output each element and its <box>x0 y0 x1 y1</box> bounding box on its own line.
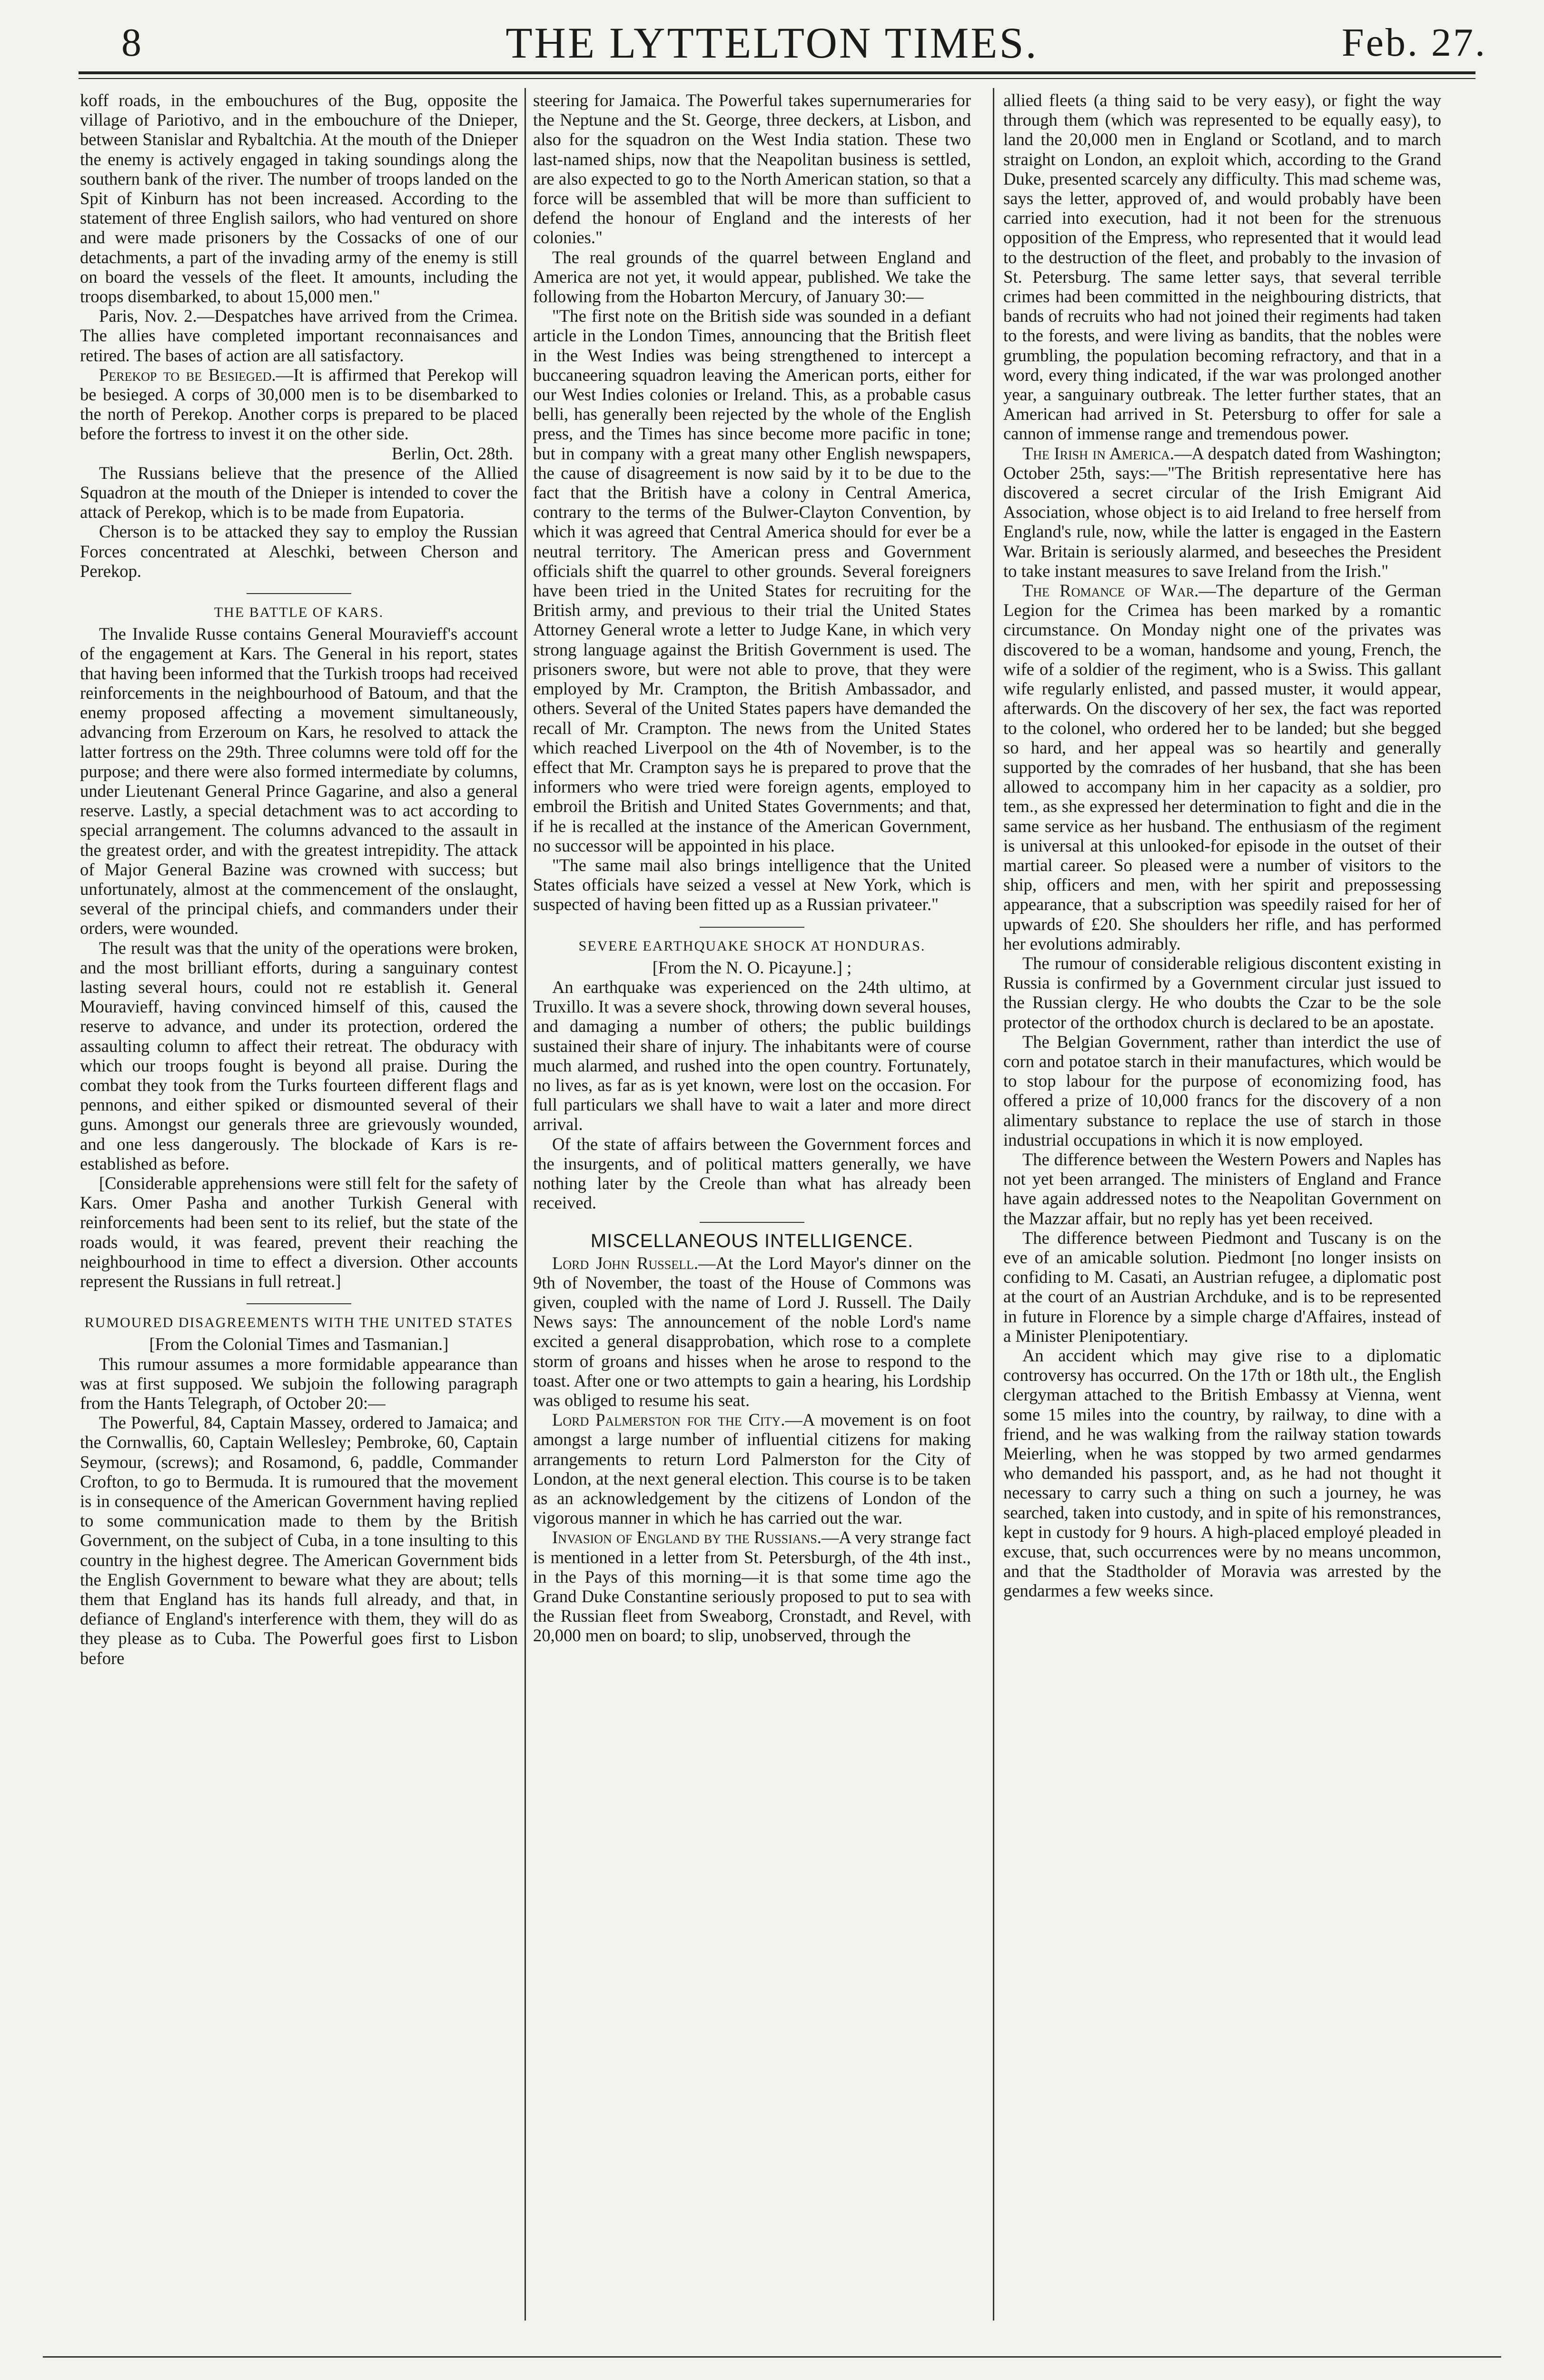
paragraph-lead: Perekop to be Besieged. <box>99 365 276 385</box>
section-heading: MISCELLANEOUS INTELLIGENCE. <box>533 1222 971 1251</box>
paragraph-text: —A movement is on foot amongst a large number of influential citizens for making arrangements to return Lord Palmerston for the City of London, at the next general election. This course is to be taken as an acknowledgement by the citizens of London of the vigorous manner in which he has carried out the war. <box>533 1410 971 1528</box>
paragraph-text: —The departure of the German Legion for the Crimea has been marked by a romantic circumstance. On Monday night one of the privates was discovered to be a woman, handsome and young, French, the wife of a soldier of the regiment, who is a Swiss. This gallant wife regularly enlisted, and passed muster, it would appear, afterwards. On the discovery of her sex, the fact was reported to the colonel, who ordered her to be landed; but she begged so hard, and her appeal was so heartily and generally supported by the comrades of her husband, that she has been allowed to accompany him in her capacity as a soldier, pro tem., as she expressed her determination to fight and die in the same service as her husband. The enthusiasm of the regiment is universal at this unlooked-for episode in the outset of their martial career. So pleased were a number of visitors to the ship, officers and men, with her spirit and prepossessing appearance, that a subscription was speedily raised for her of upwards of £20. She shoulders her rifle, and has performed her evolutions admirably. <box>1003 581 1441 953</box>
issue-date: Feb. 27. <box>1342 20 1487 65</box>
article-paragraph: Paris, Nov. 2.—Despatches have arrived from the Crimea. The allies have completed important reconnaisances and retired. The bases of action are all satisfactory. <box>80 306 518 365</box>
source-line: [From the Colonial Times and Tasmanian.] <box>149 1334 449 1354</box>
newspaper-title: THE LYTTELTON TIMES. <box>505 19 1039 67</box>
article-paragraph <box>533 1253 971 1410</box>
source-line: [From the N. O. Picayune.] ; <box>652 957 852 977</box>
article-paragraph: The Belgian Government, rather than interdict the use of corn and potatoe starch in their manufactures, which would be to stop labour for the purpose of economizing food, has offered a prize of 10,000 francs for the discovery of a non alimentary substance to replace the use of starch in those industrial occupations in which it is now employed. <box>1003 1031 1441 1150</box>
article-paragraph <box>80 365 518 444</box>
article-paragraph: "The first note on the British side was sounded in a defiant article in the London Times, announcing that the British fleet in the West Indies was being strengthened to intercept a buccaneering squadron leaving the American ports, either for our West Indies colonies or Ireland. This, as a probable casus belli, has generally been rejected by the whole of the English press, and the Times has since become more pacific in tone; but in company with a great many other English newspapers, the cause of disagreement is now said by it to be due to the fact that the British have a colony in Central America, contrary to the terms of the Bulwer-Clayton Convention, by which it was agreed that Central America should for ever be a neutral territory. The American press and Government officials shift the quarrel to other grounds. Several foreigners have been tried in the United States for recruiting for the British army, and previous to their trial the United States Attorney General wrote a letter to Judge Kane, in which very strong language against the British Government is used. The prisoners swore, but were not able to prove, that they were employed by Mr. Crampton, the British Ambassador, and others. Several of the United States papers have demanded the recall of Mr. Crampton. The news from the United States which reached Liverpool on the 4th of November, is to the effect that Mr. Crampton says he is prepared to prove that the informers who were tried were foreign agents, employed to embroil the British and United States Governments; and that, if he is recalled at the instance of the American Government, no successor will be appointed in his place. <box>533 306 971 855</box>
article-paragraph: The result was that the unity of the operations were broken, and the most brilliant efforts, during a sanguinary contest lasting several hours, could not re establish it. General Mouravieff, having convinced himself of this, caused the reserve to advance, and under its protection, ordered the assaulting column to affect their retreat. The obduracy with which our troops fought is beyond all praise. During the combat they took from the Turks fourteen different flags and pennons, and either spiked or dismounted several of their guns. Amongst our generals three are grievously wounded, and one less dangerously. The blockade of Kars is re-established as before. <box>80 938 518 1173</box>
article-paragraph: [Considerable apprehensions were still felt for the safety of Kars. Omer Pasha and another Turkish General with reinforcements had been sent to its relief, but the state of the roads would, it was feared, prevent their reaching the neighbourhood in time to effect a diversion. Other accounts represent the Russians in full retreat.] <box>80 1173 518 1291</box>
paragraph-lead: The Irish in America. <box>1022 443 1175 463</box>
article-paragraph: "The same mail also brings intelligence that the United States officials have seized a vessel at New York, which is suspected of having been fitted up as a Russian privateer." <box>533 855 971 914</box>
article-paragraph: The Powerful, 84, Captain Massey, ordered to Jamaica; and the Cornwallis, 60, Captain Wellesley; Pembroke, 60, Captain Seymour, (screws); and Rosamond, 6, paddle, Commander Crofton, to go to Bermuda. It is rumoured that the movement is in consequence of the American Government having replied to some communication made to them by the British Government, on the subject of Cuba, in a tone insulting to this country in the highest degree. The American Government bids the English Government to beware what they are about; tells them that England has its hands full already, and that, in defiance of England's interference with them, they will do as they please as to Cuba. The Powerful goes first to Lisbon before <box>80 1413 518 1668</box>
article-paragraph: koff roads, in the embouchures of the Bug, opposite the village of Pariotivo, and in the embouchure of the Dnieper, between Stanislar and Rybaltchia. At the mouth of the Dnieper the enemy is actively engaged in taking soundings along the southern bank of the river. The number of troops landed on the Spit of Kinburn has not been increased. According to the statement of three English sailors, who had ventured on shore and were made prisoners by the Cossacks of one of our detachments, a part of the invading army of the enemy is still on board the vessels of the fleet. It amounts, including the troops disembarked, to about 15,000 men." <box>80 90 518 307</box>
article-paragraph: allied fleets (a thing said to be very easy), or fight the way through them (which was represented to be equally easy), to land the 20,000 men in England or Scotland, and to march straight on London, an exploit which, according to the Grand Duke, presented scarcely any difficulty. This mad scheme was, says the letter, approved of, and would probably have been carried into execution, had it not been for the strenuous opposition of the Empress, who represented that it would lead to the destruction of the fleet, and probably to the invasion of St. Petersburg. The same letter says, that several terrible crimes had been committed in the neighbouring districts, that bands of recruits who had not joined their regiments had taken to the forests, and were living as bandits, that the nobles were grumbling, the population becoming refractory, and that in a word, every thing indicated, if the war was prolonged another year, a sanguinary outbreak. The letter further states, that an American had arrived in St. Petersburg to offer for sale a cannon of immense range and tremendous power. <box>1003 90 1441 444</box>
column-divider <box>993 88 994 2320</box>
footer-rule <box>43 2356 1501 2358</box>
paragraph-text: —It is affirmed that Perekop will be besieged. A corps of 30,000 men is to be disembarked to the north of Perekop. Another corps is prepared to be placed before the fortress to invest it on the other side. <box>80 365 518 444</box>
article-paragraph: steering for Jamaica. The Powerful takes supernumeraries for the Neptune and the St. George, three deckers, at Lisbon, and also for the squadron on the West India station. These two last-named ships, now that the Neapolitan business is settled, are also expected to go to the North American station, so that a force will be assembled that will be more than sufficient to defend the honour of England and the interests of her colonies." <box>533 90 971 248</box>
masthead-rule <box>79 71 1475 74</box>
paragraph-text: —A very strange fact is mentioned in a letter from St. Petersburgh, of the 4th inst., in the Pays of this morning—it is that some time ago the Grand Duke Constantine seriously proposed to put to sea with the Russian fleet from Sweaborg, Cronstadt, and Revel, with 20,000 men on board; to slip, unobserved, through the <box>533 1527 971 1646</box>
article-paragraph <box>533 1410 971 1527</box>
column-divider <box>525 88 526 2320</box>
dateline: Berlin, Oct. 28th. <box>392 443 513 463</box>
paragraph-lead: The Romance of War. <box>1022 581 1199 601</box>
article-paragraph: Cherson is to be attacked they say to employ the Russian Forces concentrated at Aleschki, between Cherson and Perekop. <box>80 522 518 581</box>
article-paragraph: An earthquake was experienced on the 24th ultimo, at Truxillo. It was a severe shock, throwing down several houses, and damaging a number of others; the public buildings sustained their share of injury. The inhabitants were of course much alarmed, and rushed into the open country. Fortunately, no lives, as far as is yet known, were lost on the occasion. For full particulars we shall have to wait a later and more direct arrival. <box>533 977 971 1134</box>
paragraph-text: —At the Lord Mayor's dinner on the 9th of November, the toast of the House of Commons was given, coupled with the name of Lord J. Russell. The Daily News says: The announcement of the noble Lord's name excited a general disapprobation, which rose to a complete storm of groans and hisses when he arose to respond to the toast. After one or two attempts to gain a hearing, his Lordship was obliged to resume his seat. <box>533 1253 971 1410</box>
section-heading: SEVERE EARTHQUAKE SHOCK AT HONDURAS. <box>533 927 971 956</box>
masthead <box>43 14 1501 86</box>
paragraph-lead: Lord Palmerston for the City. <box>552 1410 785 1430</box>
article-paragraph: Of the state of affairs between the Government forces and the insurgents, and of political matters generally, we have nothing later by the Creole than what has already been received. <box>533 1134 971 1213</box>
article-paragraph: The rumour of considerable religious discontent existing in Russia is confirmed by a Government circular just issued to the Russian clergy. He who doubts the Czar to be the sole protector of the orthodox church is declared to be an apostate. <box>1003 953 1441 1032</box>
column-3 <box>1003 90 1441 2318</box>
paragraph-lead: Invasion of England by the Russians. <box>552 1527 821 1547</box>
article-paragraph <box>533 1527 971 1645</box>
article-paragraph: The Russians believe that the presence of the Allied Squadron at the mouth of the Dnieper is intended to cover the attack of Perekop, which is to be made from Eupatoria. <box>80 463 518 522</box>
article-paragraph: An accident which may give rise to a diplomatic controversy has occurred. On the 17th or 18th ult., the English clergyman attached to the British Embassy at Vienna, went some 15 miles into the country, by railway, to dine with a friend, and he was walking from the railway station towards Meierling, when he was stopped by two armed gendarmes who demanded his passport, and, as he had not thought it necessary to carry such a thing on such a journey, he was searched, taken into custody, and in spite of his remonstrances, kept in custody for 9 hours. A high-placed employé pleaded in excuse, that, such occurrences were by no means uncommon, and that the Stadtholder of Moravia was arrested by the gendarmes a few weeks since. <box>1003 1346 1441 1601</box>
article-paragraph: The difference between Piedmont and Tuscany is on the eve of an amicable solution. Piedmont [no longer insists on confiding to M. Casati, an Austrian refugee, a diplomatic post at the court of an Austrian Archduke, and is to be represented in future in Florence by a simple charge d'Affaires, instead of a Minister Plenipotentiary. <box>1003 1228 1441 1346</box>
paragraph-lead: Lord John Russell. <box>552 1253 699 1273</box>
article-paragraph: The difference between the Western Powers and Naples has not yet been arranged. The ministers of England and France have again addressed notes to the Neapolitan Government on the Mazzar affair, but no reply has yet been received. <box>1003 1149 1441 1228</box>
article-paragraph <box>1003 444 1441 581</box>
column-1 <box>80 90 518 2318</box>
section-heading: RUMOURED DISAGREEMENTS WITH THE UNITED STATES <box>80 1303 518 1332</box>
page-number: 8 <box>121 20 141 65</box>
section-heading: THE BATTLE OF KARS. <box>80 593 518 622</box>
article-paragraph <box>1003 581 1441 953</box>
column-2 <box>533 90 971 2318</box>
article-paragraph: This rumour assumes a more formidable appearance than was at first supposed. We subjoin the following paragraph from the Hants Telegraph, of October 20:— <box>80 1354 518 1413</box>
article-paragraph: The Invalide Russe contains General Mouravieff's account of the engagement at Kars. The General in his report, states that having been informed that the Turkish troops had received reinforcements in the neighbourhood of Batoum, and that the enemy proposed affecting a movement simultaneously, advancing from Erzeroum on Kars, he resolved to attack the latter fortress on the 29th. Three columns were told off for the purpose; and there were also formed intermediate by columns, under Lieutenant General Prince Gagarine, and also a general reserve. Lastly, a special detachment was to act according to special arrangement. The columns advanced to the assault in the greatest order, and with the greatest intrepidity. The attack of Major General Bazine was crowned with success; but unfortunately, almost at the commencement of the onslaught, several of the principal chiefs, and commanders under their orders, were wounded. <box>80 624 518 938</box>
article-paragraph: The real grounds of the quarrel between England and America are not yet, it would appear, published. We take the following from the Hobarton Mercury, of January 30:— <box>533 247 971 307</box>
masthead-rule-thin <box>79 78 1475 79</box>
paragraph-text: —A despatch dated from Washington; October 25th, says:—"The British representative here has discovered a secret circular of the Irish Emigrant Aid Association, whose object is to aid Ireland to free herself from England's rule, now, while the latter is engaged in the Eastern War. Britain is seriously alarmed, and beseeches the President to take instant measures to save Ireland from the Irish." <box>1003 443 1441 581</box>
